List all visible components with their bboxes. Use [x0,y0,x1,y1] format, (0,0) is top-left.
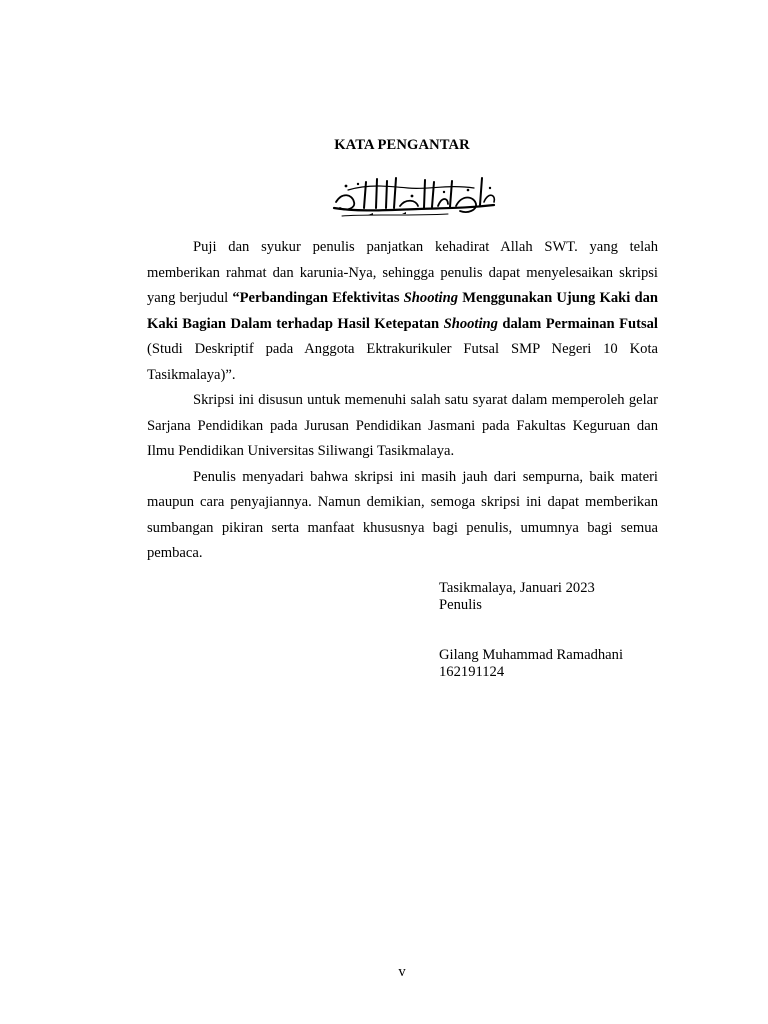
text-run: Shooting [403,290,459,306]
basmalah-calligraphy-icon [328,172,498,218]
text-run: Skripsi ini disusun untuk memenuhi salah satu syarat dalam memperoleh gelar Sarjana Pendidikan pada Jurusan Pendidikan Jasmani pada Fakultas Keguruan dan Ilmu Pendidikan Universitas Siliwangi Tasikmalaya. [147,392,658,459]
signature-place-date: Tasikmalaya, Januari 2023 [439,580,595,596]
preface-paragraph-2 [147,388,658,465]
text-run: Shooting [443,315,498,332]
page-number: v [398,964,406,980]
text-run: Puji dan syukur penulis panjatkan kehadirat Allah SWT. yang telah memberikan rahmat dan karunia-Nya, sehingga penulis dapat menyelesaikan skripsi yang berjudul [147,239,658,306]
preface-body [147,235,658,567]
signature-role: Penulis [439,597,482,613]
text-run: Penulis menyadari bahwa skripsi ini masih jauh dari sempurna, baik materi maupun cara penyajiannya. Namun demikian, semoga skripsi ini dapat memberikan sumbangan pikiran serta manfaat khususnya bagi penulis, umumnya bagi semua pembaca. [147,468,658,561]
text-run: (Studi Deskriptif pada Anggota Ektrakurikuler Futsal SMP Negeri 10 Kota Tasikmalaya)”. [147,341,658,383]
page-title: KATA PENGANTAR [334,137,470,153]
preface-paragraph-3 [147,465,658,567]
text-run: “Perbandingan Efektivitas [232,290,404,306]
signature-name: Gilang Muhammad Ramadhani [439,647,624,663]
text-run: dalam Permainan Futsal [497,315,658,332]
signature-id-number: 162191124 [439,664,505,680]
signature-block [439,580,623,681]
preface-paragraph-1 [147,235,658,388]
text-run: Menggunakan Ujung Kaki dan Kaki Bagian Dalam terhadap Hasil Ketepatan [147,290,658,332]
